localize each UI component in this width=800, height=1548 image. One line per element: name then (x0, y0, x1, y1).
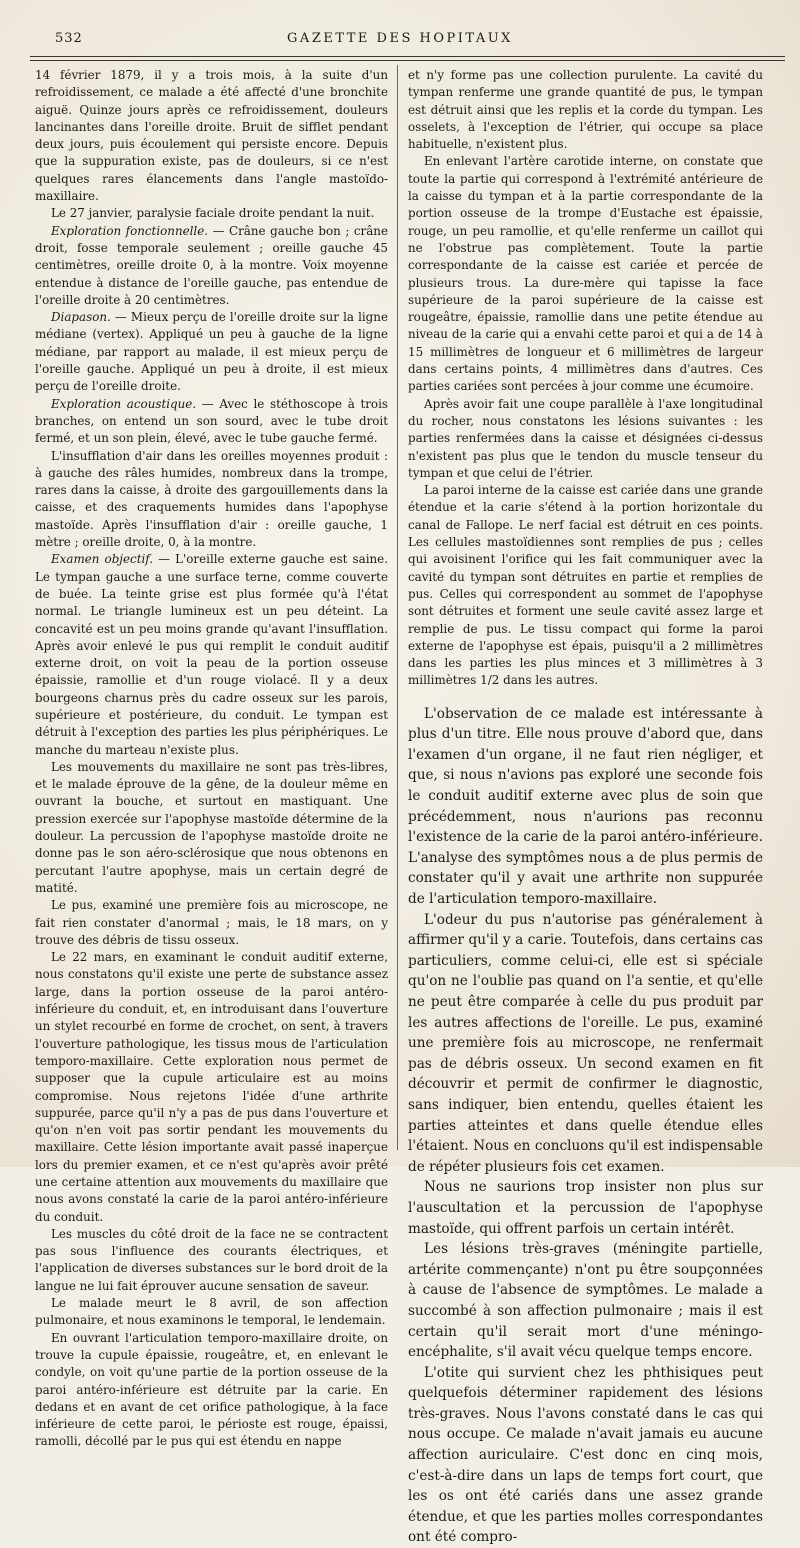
paragraph (408, 153, 763, 395)
right-column-commentary (408, 704, 763, 1548)
section-label: Exploration fonctionnelle. (51, 223, 209, 238)
header-rule-top (30, 56, 785, 57)
paragraph (35, 1295, 388, 1330)
paragraph (408, 1239, 763, 1363)
header-rule-bottom (30, 60, 785, 61)
page-header (30, 28, 770, 50)
right-column (408, 67, 763, 1546)
paragraph (408, 396, 763, 482)
paragraph (408, 482, 763, 690)
paragraph-text: Les mouvements du maxillaire ne sont pas très-libres, et le malade éprouve de la gêne, de la douleur même en ouvrant la bouche, et surtout en mastiquant. Une pression exercée sur l'apophyse mastoïde détermine de la douleur. La percussion de l'apophyse mastoïde droite ne donne pas le son aéro-sclérosique que nous obtenons en percutant l'autre apophyse, mais un certain degré de matité. (35, 759, 388, 895)
paragraph-text: En ouvrant l'articulation temporo-maxillaire droite, on trouve la cupule épaissie, rougeâtre, et, en enlevant le condyle, on voit qu'une partie de la portion osseuse de la paroi antéro-inférieure est détruite par la carie. En dedans et en avant de cet orifice pathologique, à la face inférieure de cette paroi, le périoste est rouge, épaissi, ramolli, décollé par le pus qui est étendu en nappe (35, 1330, 388, 1449)
paragraph-text: Le 22 mars, en examinant le conduit auditif externe, nous constatons qu'il existe une perte de substance assez large, dans la portion osseuse de la paroi antéro-inférieure du conduit, et, en introduisant dans l'ouverture un stylet recourbé en forme de crochet, on sent, à travers l'ouverture pathologique, les tissus mous de l'articulation temporo-maxillaire. Cette exploration nous permet de supposer que la cupule articulaire est au moins compromise. Nous rejetons l'idée d'une arthrite suppurée, parce qu'il n'y a pas de pus dans l'ouverture et qu'on n'en voit pas sortir pendant les mouvements du maxillaire. Cette lésion importante avait passé inaperçue lors du premier examen, et ce n'est qu'après avoir prêté une certaine attention aux mouvements du maxillaire que nous avons constaté la carie de la paroi antéro-inférieure du conduit. (35, 950, 388, 1224)
paragraph (35, 897, 388, 949)
paragraph (408, 1177, 763, 1239)
paragraph-text: En enlevant l'artère carotide interne, on constate que toute la partie qui correspond à l'extrémité antérieure de la caisse du tympan et à la partie correspondante de la portion osseuse de la trompe d'Eustache est épaissie, rouge, un peu ramollie, et qu'elle renferme un caillot qui ne l'obstrue pas complètement. Toute la partie correspondante de la caisse est cariée et percée de plusieurs trous. La dure-mère qui tapisse la face supérieure de la paroi supérieure de la caisse est rougeâtre, épaissie, ramollie dans une petite étendue au niveau de la carie qui a envahi cette paroi et qui a de 14 à 15 millimètres de longueur et 6 millimètres de largeur dans certains points, 4 millimètres dans d'autres. Ces parties cariées sont percées à jour comme une écumoire. (408, 154, 763, 394)
section-label: Exploration acoustique. (51, 396, 197, 411)
paragraph-text: La paroi interne de la caisse est cariée dans une grande étendue et la carie s'étend à la portion horizontale du canal de Fallope. Le nerf facial est détruit en ces points. Les cellules mastoïdiennes sont remplies de pus ; celles qui avoisinent l'orifice qui les fait communiquer avec la cavité du tympan sont détruites en partie et remplies de pus. Celles qui correspondent au sommet de l'apophyse sont détruites et forment une seule cavité assez large et remplie de pus. Le tissu compact qui forme la paroi externe de l'apophyse est épais, puisqu'il a 2 millimètres dans les parties les plus minces et 3 millimètres à 3 millimètres 1/2 dans les autres. (408, 483, 763, 688)
paragraph-text: — L'oreille externe gauche est saine. Le tympan gauche a une surface terne, comme couverte de buée. La teinte grise est plus formée qu'à l'état normal. Le triangle lumineux est un peu déteint. La concavité est un peu moins grande qu'avant l'insufflation. Après avoir enlevé le pus qui remplit le conduit auditif externe droit, on voit la peau de la portion osseuse épaissie, ramollie et d'un rouge violacé. Il y a deux bourgeons charnus près du cadre osseux sur les parois, supérieure et postérieure, du conduit. Le tympan est détruit à l'exception des parties les plus périphériques. Le manche du marteau n'existe plus. (35, 552, 388, 757)
left-column (35, 67, 388, 1449)
paragraph (35, 1226, 388, 1295)
paragraph-text: Après avoir fait une coupe parallèle à l'axe longitudinal du rocher, nous constatons les lésions suivantes : les parties renfermées dans la caisse et désignées ci-dessus n'existent pas plus que le tendon du muscle tenseur du tympan et que celui de l'étrier. (408, 396, 763, 480)
journal-title: GAZETTE DES HOPITAUX (287, 31, 513, 46)
paragraph (35, 205, 388, 222)
column-divider (397, 65, 398, 1150)
paragraph-text: — Avec le stéthoscope à trois branches, on entend un son sourd, avec le tube droit fermé, et un son plein, élevé, avec le tube gauche fermé. (35, 396, 388, 446)
section-label: Diapason. (51, 310, 111, 325)
paragraph-text: Le malade meurt le 8 avril, de son affection pulmonaire, et nous examinons le temporal, le lendemain. (35, 1296, 388, 1328)
paragraph-text: Le 27 janvier, paralysie faciale droite pendant la nuit. (51, 206, 375, 221)
paragraph (35, 67, 388, 205)
paragraph (35, 949, 388, 1226)
paragraph-text: L'otite qui survient chez les phthisiques peut quelquefois déterminer rapidement des lésions très-graves. Nous l'avons constaté dans le cas qui nous occupe. Ce malade n'avait jamais eu aucune affection auriculaire. C'est donc en cinq mois, c'est-à-dire dans un laps de temps fort court, que les os ont été cariés dans une assez grande étendue, et que les parties molles correspondantes ont été compro- (408, 1364, 763, 1546)
paragraph-text: L'observation de ce malade est intéressante à plus d'un titre. Elle nous prouve d'abord que, dans l'examen d'un organe, il ne faut rien négliger, et que, si nous n'avions pas exploré une seconde fois le conduit auditif externe avec plus de soin que précédemment, nous n'aurions pas reconnu l'existence de la carie de la paroi antéro-inférieure. L'analyse des symptômes nous a de plus permis de constater qu'il y avait une arthrite non suppurée de l'articulation temporo-maxillaire. (408, 705, 763, 908)
paragraph (408, 704, 763, 910)
paragraph (35, 309, 388, 395)
paragraph-text: 14 février 1879, il y a trois mois, à la suite d'un refroidissement, ce malade a été affecté d'une bronchite aiguë. Quinze jours après ce refroidissement, douleurs lancinantes dans l'oreille droite. Bruit de sifflet pendant deux jours, puis écoulement qui persiste encore. Depuis que la suppuration existe, pas de douleurs, si ce n'est quelques rares élancements dans l'angle mastoïdo-maxillaire. (35, 68, 388, 204)
paragraph-text: L'odeur du pus n'autorise pas généralement à affirmer qu'il y a carie. Toutefois, dans certains cas particuliers, comme celui-ci, elle est si spéciale qu'on ne l'oublie pas quand on l'a sentie, et qu'elle ne peut être comparée à celle du pus produit par les autres affections de l'oreille. Le pus, examiné une première fois au microscope, ne renfermait pas de débris osseux. Un second examen en fit découvrir et permit de confirmer le diagnostic, sans indiquer, bien entendu, quelles étaient les parties atteintes et dans quelle étendue elles l'étaient. Nous en concluons qu'il est indispensable de répéter plusieurs fois cet examen. (408, 911, 763, 1175)
paragraph (35, 1330, 388, 1451)
right-column-case-report (408, 67, 763, 690)
paragraph-text: L'insufflation d'air dans les oreilles moyennes produit : à gauche des râles humides, nombreux dans la trompe, rares dans la caisse, à droite des gargouillements dans la caisse, et des craquements humides dans l'apophyse mastoïde. Après l'insufflation d'air : oreille gauche, 1 mètre ; oreille droite, 0, à la montre. (35, 448, 388, 550)
paragraph (35, 396, 388, 448)
page-number: 532 (55, 31, 83, 46)
paragraph-text: Les lésions très-graves (méningite partielle, artérite commençante) n'ont pu être soupçonnées à cause de l'absence de symptômes. Le malade a succombé à son affection pulmonaire ; mais il est certain qu'il serait mort d'une méningo-encéphalite, s'il avait vécu quelque temps encore. (408, 1241, 763, 1361)
paragraph (408, 910, 763, 1178)
paragraph (35, 551, 388, 759)
paragraph (35, 759, 388, 897)
paragraph-text: et n'y forme pas une collection purulente. La cavité du tympan renferme une grande quantité de pus, le tympan est détruit ainsi que les replis et la corde du tympan. Les osselets, à l'exception de l'étrier, qui occupe sa place habituelle, n'existent plus. (408, 68, 763, 152)
paragraph-text: — Mieux perçu de l'oreille droite sur la ligne médiane (vertex). Appliqué un peu à gauche de la ligne médiane, par rapport au malade, il est mieux perçu de l'oreille gauche. Appliqué un peu à droite, il est mieux perçu de l'oreille droite. (35, 310, 388, 394)
paragraph-text: — Crâne gauche bon ; crâne droit, fosse temporale seulement ; oreille gauche 45 centimètres, oreille droite 0, à la montre. Voix moyenne entendue à distance de l'oreille gauche, pas entendue de l'oreille droite à 20 centimètres. (35, 223, 388, 307)
paragraph (35, 448, 388, 552)
paragraph (408, 67, 763, 153)
section-label: Examen objectif. (51, 552, 154, 567)
paragraph (35, 223, 388, 309)
paragraph-text: Nous ne saurions trop insister non plus sur l'auscultation et la percussion de l'apophyse mastoïde, qui offrent parfois un certain intérêt. (408, 1179, 763, 1237)
paragraph-text: Le pus, examiné une première fois au microscope, ne fait rien constater d'anormal ; mais, le 18 mars, on y trouve des débris de tissu osseux. (35, 898, 388, 947)
paragraph-text: Les muscles du côté droit de la face ne se contractent pas sous l'influence des courants électriques, et l'application de diverses substances sur le bord droit de la langue ne lui fait éprouver aucune sensation de saveur. (35, 1226, 388, 1293)
section-gap (408, 690, 763, 704)
paragraph (408, 1363, 763, 1548)
